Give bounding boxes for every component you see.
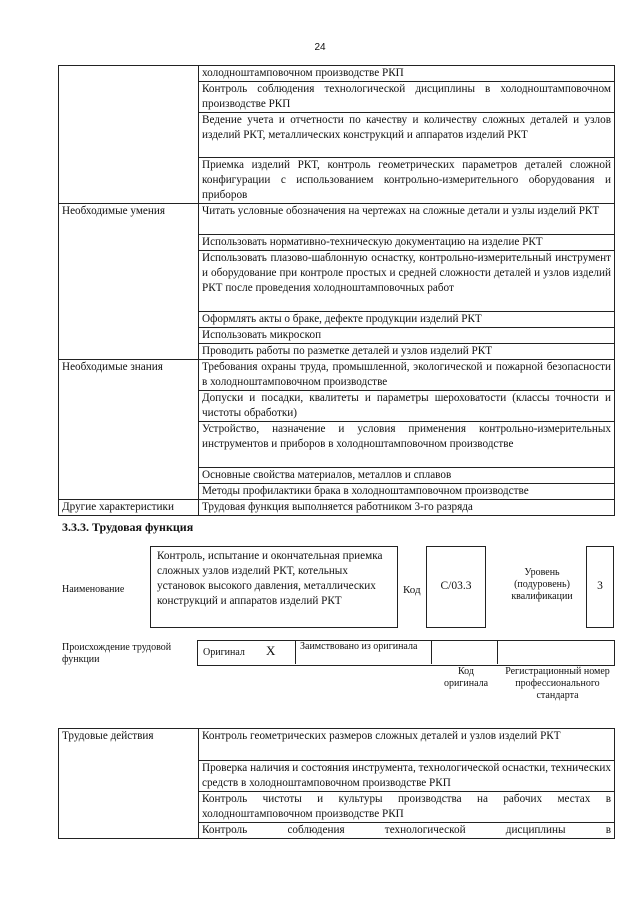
row-text: Основные свойства материалов, металлов и сплавов [199,468,615,484]
section-title: 3.3.3. Трудовая функция [62,520,194,534]
original-mark: X [266,643,276,658]
origin-label: Происхождение трудовой функции [62,642,172,665]
row-label: Необходимые умения [59,204,199,360]
row-text: Методы профилактики брака в холодноштамповочном производстве [199,484,615,500]
row-text: Использовать нормативно-техническую документацию на изделие РКТ [199,235,615,251]
name-value: Контроль, испытание и окончательная приемка сложных узлов изделий РКТ, котельных установок высокого давления, металлических конструкций и аппаратов изделий РКТ [157,550,383,607]
row-label: Необходимые знания [59,360,199,500]
code-value: С/03.3 [440,580,472,592]
row-text: Использовать микроскоп [199,328,615,344]
row-text: Контроль соблюдения технологической дисциплины в холодноштамповочном производстве РКП [199,82,615,113]
name-box [150,546,398,628]
level-box [586,546,614,628]
borrowed-label: Заимствовано из оригинала [300,641,418,652]
row-text: Контроль соблюдения технологической дисциплины в [199,823,615,839]
row-text: Допуски и посадки, квалитеты и параметры шероховатости (классы точности и чистоты обработки) [199,391,615,422]
page-number: 24 [314,42,326,53]
table-row [59,360,615,391]
row-text: Читать условные обозначения на чертежах на сложные детали и узлы изделий РКТ [199,204,615,235]
row-label: Трудовые действия [59,729,199,839]
table-row [59,500,615,516]
row-text: холодноштамповочном производстве РКП [199,66,615,82]
code-label: Код [403,584,421,596]
row-label [59,66,199,204]
row-text: Контроль геометрических размеров сложных деталей и узлов изделий РКТ [199,729,615,761]
level-value: 3 [597,580,603,592]
row-text: Проверка наличия и состояния инструмента, технологической оснастки, технических средств в холодноштамповочном производстве РКП [199,761,615,792]
reg-caption: Регистрационный номер профессионального стандарта [505,666,610,701]
row-text: Трудовая функция выполняется работником 3-го разряда [199,500,615,516]
row-text: Устройство, назначение и условия применения контрольно-измерительных инструментов и приборов в холодноштамповочном производстве [199,422,615,468]
table-row [59,729,615,761]
name-label: Наименование [62,584,125,595]
row-label: Другие характеристики [59,500,199,516]
table-row [59,66,615,82]
code-caption: Код оригинала [443,666,489,689]
row-text: Требования охраны труда, промышленной, экологической и пожарной безопасности в холодноштамповочном производстве [199,360,615,391]
competency-table [58,65,615,516]
table-row [59,204,615,235]
row-text: Приемка изделий РКТ, контроль геометрических параметров деталей сложной конфигурации с использованием контрольно-измерительного оборудования и приборов [199,158,615,204]
actions-table [58,728,615,839]
level-label: Уровень (подуровень) квалификации [511,567,573,602]
code-box [426,546,486,628]
row-text: Проводить работы по разметке деталей и узлов изделий РКТ [199,344,615,360]
row-text: Оформлять акты о браке, дефекте продукции изделий РКТ [199,312,615,328]
row-text: Использовать плазово-шаблонную оснастку, контрольно-измерительный инструмент и оборудование при контроле простых и средней сложности деталей и узлов изделий РКТ после проведения холодноштамповочных работ [199,251,615,312]
original-label: Оригинал [203,647,245,658]
row-text: Ведение учета и отчетности по качеству и количеству сложных деталей и узлов изделий РКТ, металлических конструкций и аппаратов изделий РКТ [199,113,615,158]
row-text: Контроль чистоты и культуры производства на рабочих местах в холодноштамповочном производстве РКП [199,792,615,823]
